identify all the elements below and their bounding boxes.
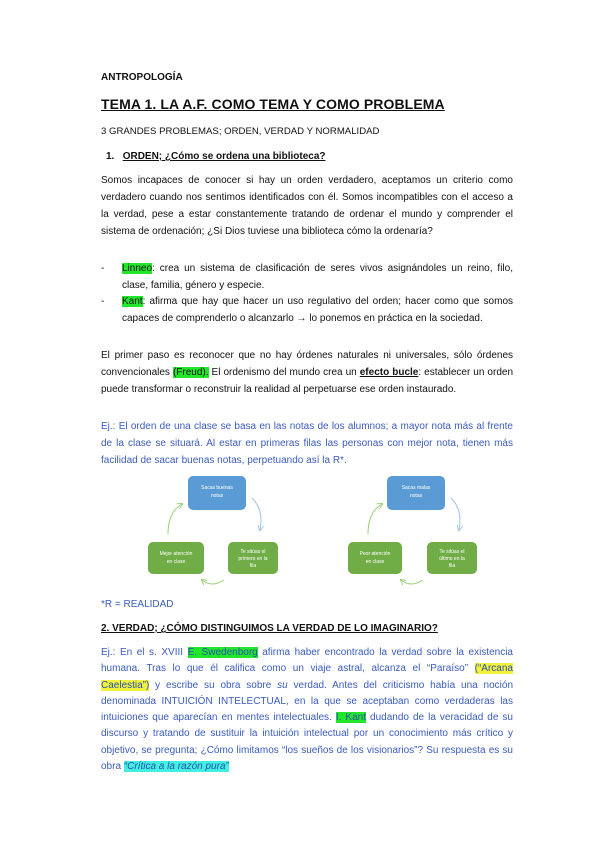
- cycle-arrow: [252, 498, 261, 530]
- bullet-kant: [101, 293, 513, 327]
- bullet-text: : crea un sistema de clasificación de seres vivos asignándoles un reino, filo, clase, familia, género y especie.: [122, 263, 513, 291]
- bullet-dash: -: [101, 263, 105, 274]
- cycle-arrow: [368, 504, 382, 534]
- box-left: [148, 542, 204, 574]
- box-label: en clase: [365, 559, 385, 565]
- section-2-heading: 2. VERDAD; ¿CÓMO DISTINGUIMOS LA VERDAD DE LO IMAGINARIO?: [101, 623, 438, 634]
- para-text: El primer paso es reconocer que no hay órdenes naturales ni universales, sólo órdenes convencionales: [101, 350, 513, 378]
- cycle-bad-grades: [348, 476, 477, 584]
- highlight-kant: Kant: [122, 296, 143, 307]
- section-1-title: ORDEN; ¿Cómo se ordena una biblioteca?: [122, 151, 326, 162]
- box-label: Sacas buenas: [201, 485, 233, 491]
- cycle-diagrams: [140, 468, 500, 588]
- highlight-linneo: Linneo: [122, 263, 153, 274]
- box-label: primero en la: [238, 556, 268, 562]
- cycle-arrow: [168, 504, 182, 534]
- para-text: afirma haber encontrado la verdad sobre la existencia humana. Tras lo que él califica como un viaje astral, alcanza el “Paraíso”: [101, 647, 513, 675]
- cycle-arrow: [202, 580, 224, 584]
- box-left: [348, 542, 402, 574]
- box-label: último en la: [439, 556, 465, 562]
- para-text: El ordenismo del mundo crea un: [208, 367, 360, 378]
- section-1-example: Ej.: El orden de una clase se basa en las notas de los alumnos; a mayor nota más al frente de la clase se situará. Al estar en primeras filas las personas con mejor nota, tienen más facilidad de sacar buenas notas, perpetuando así la R*.: [101, 421, 513, 466]
- reality-note: *R = REALIDAD: [101, 599, 174, 610]
- para-text-italic: su: [277, 679, 288, 691]
- highlight-swedenborg: E. Swedenborg: [187, 647, 258, 658]
- page-title: TEMA 1. LA A.F. COMO TEMA Y COMO PROBLEMA: [101, 96, 445, 112]
- box-label: Te sitúas el: [439, 549, 465, 555]
- highlight-critica: “Crítica a la razón pura”: [123, 761, 229, 773]
- cycle-arrow: [451, 498, 460, 530]
- section-1-number: 1.: [106, 151, 115, 162]
- box-label: fila: [448, 563, 456, 569]
- section-1-intro: Somos incapaces de conocer si hay un orden verdadero, aceptamos un criterio como verdadero cuando nos sentimos identificados con él. Somos incompatibles con el acceso a la verdad, pese a estar constantemente tratando de ordenar el mundo y comprender el sistema de ordenación; ¿Si Dios tuviese una biblioteca cómo la ordenaría?: [101, 175, 513, 237]
- bullet-dash: -: [101, 296, 105, 307]
- highlight-kant-2: I. Kant: [335, 712, 366, 724]
- box-label: notas: [210, 493, 224, 499]
- bullet-linneo: [101, 260, 513, 294]
- box-label: fila: [249, 563, 257, 569]
- cycle-good-grades: [148, 476, 278, 584]
- subject-label: ANTROPOLOGÍA: [101, 72, 183, 83]
- highlight-freud: (Freud).: [172, 367, 209, 378]
- section-2-paragraph: [101, 645, 513, 775]
- box-label: Te sitúas el: [240, 549, 266, 555]
- para-text: y escribe su obra sobre: [149, 679, 278, 691]
- para-text: verdad. Antes del criticismo había una noción denominada INTUICIÓN INTELECTUAL, en la que se aceptaban como verdaderas las intuiciones que aparecían en mentes intelectuales.: [101, 679, 513, 724]
- section-1-paragraph-2: [101, 347, 513, 398]
- para-text: Ej.: En el s. XVIII: [101, 647, 188, 658]
- box-label: en clase: [166, 559, 186, 565]
- box-label: Peor atención: [359, 551, 391, 557]
- cycle-arrow: [401, 580, 423, 584]
- box-label: notas: [409, 493, 423, 499]
- para-text: dudando de la veracidad de su discurso y tratando de sustituir la intuición intelectual por un conocimiento más crítico y objetivo, se pregunta; ¿Cómo limitamos “los sueños de los visionarios”? Su respuesta es su obra: [101, 712, 513, 773]
- box-label: Mejor atención: [159, 551, 193, 557]
- para-text: : establecer un orden puede transformar o reconstruir la realidad al perpetuarse ese orden instaurado.: [101, 367, 514, 395]
- highlight-arcana-caelestia: (“Arcana Caelestia”): [101, 663, 513, 691]
- page-subtitle: 3 GRANDES PROBLEMAS; ORDEN, VERDAD Y NORMALIDAD: [101, 126, 380, 137]
- term-efecto-bucle: efecto bucle: [359, 367, 419, 378]
- box-label: Sacas malas: [401, 485, 431, 491]
- bullet-text: : afirma que hay que hacer un uso regulativo del orden; hacer como que somos capaces de comprenderlo o alcanzarlo → lo ponemos en práctica en la sociedad.: [122, 296, 513, 324]
- section-1-heading: [106, 151, 326, 162]
